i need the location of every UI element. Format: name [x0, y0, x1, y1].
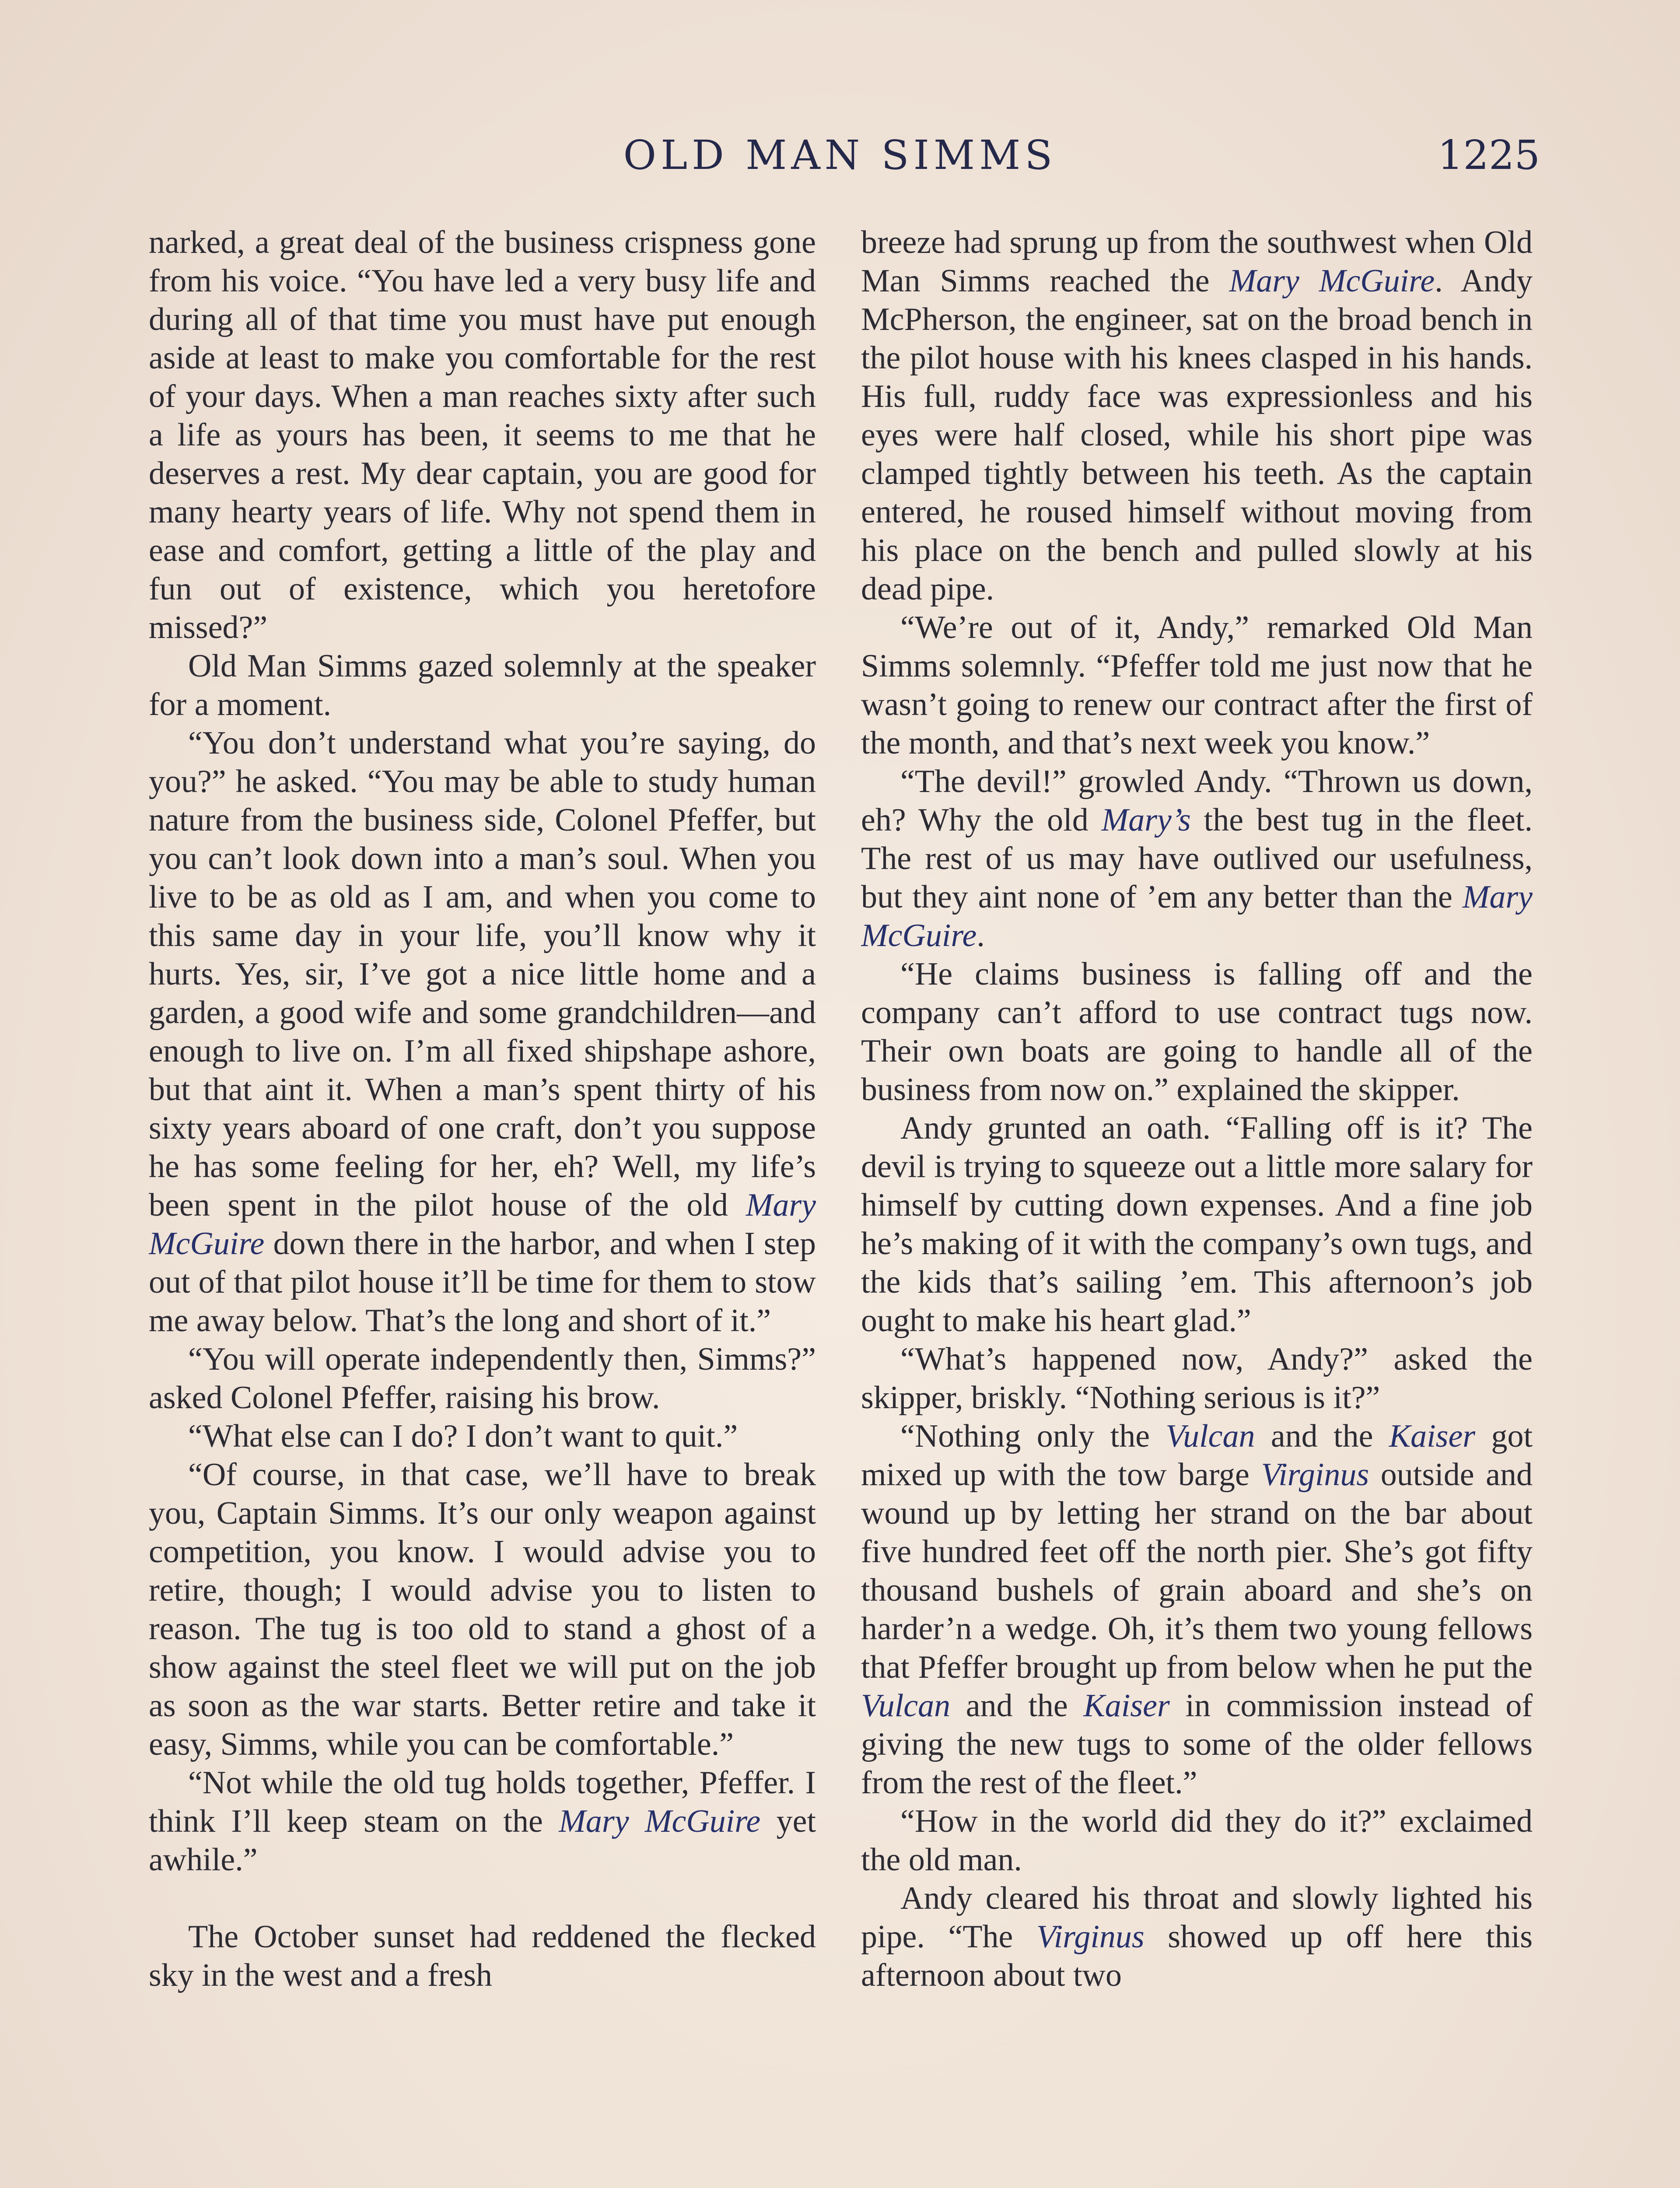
paragraph: Old Man Simms gazed solemnly at the speaker for a moment. [149, 648, 816, 722]
paragraph: “What else can I do? I don’t want to quit.” [188, 1418, 738, 1454]
left-column [149, 223, 816, 2188]
paragraph: “How in the world did they do it?” exclaimed the old man. [861, 1803, 1533, 1878]
paragraph: The October sunset had reddened the flecked sky in the west and a fresh [149, 1919, 816, 1993]
paragraph: “Not while the old tug holds together, Pfeffer. I think I’ll keep steam on the Mary McGuire yet awhile.” [149, 1765, 816, 1878]
paragraph: “The devil!” growled Andy. “Thrown us down, eh? Why the old Mary’s the best tug in the fleet. The rest of us may have outlived our usefulness, but they aint none of ’em any better than the Mary McGuire. [861, 764, 1533, 954]
paragraph: “You don’t understand what you’re saying, do you?” he asked. “You may be able to study human nature from the business side, Colonel Pfeffer, but you can’t look down into a man’s soul. When you live to be as old as I am, and when you come to this same day in your life, you’ll know why it hurts. Yes, sir, I’ve got a nice little home and a garden, a good wife and some grandchildren—and enough to live on. I’m all fixed shipshape ashore, but that aint it. When a man’s spent thirty of his sixty years aboard of one craft, don’t you suppose he has some feeling for her, eh? Well, my life’s been spent in the pilot house of the old Mary McGuire down there in the harbor, and when I step out of that pilot house it’ll be time for them to stow me away below. That’s the long and short of it.” [149, 725, 816, 1339]
paragraph: “We’re out of it, Andy,” remarked Old Man Simms solemnly. “Pfeffer told me just now that he wasn’t going to renew our contract after the first of the month, and that’s next week you know.” [861, 610, 1533, 761]
paragraph: “Nothing only the Vulcan and the Kaiser got mixed up with the tow barge Virginus outside and wound up by letting her strand on the bar about five hundred feet off the north pier. She’s got fifty thousand bushels of grain aboard and she’s on harder’n a wedge. Oh, it’s them two young fellows that Pfeffer brought up from below when he put the Vulcan and the Kaiser in commission instead of giving the new tugs to some of the older fellows from the rest of the fleet.” [861, 1418, 1533, 1801]
paragraph: breeze had sprung up from the southwest when Old Man Simms reached the Mary McGuire. Andy McPherson, the engineer, sat on the broad bench in the pilot house with his knees clasped in his hands. His full, ruddy face was expressionless and his eyes were half closed, while his short pipe was clamped tightly between his teeth. As the captain entered, he roused himself without moving from his place on the bench and pulled slowly at his dead pipe. [861, 224, 1533, 607]
page-title: OLD MAN SIMMS [623, 132, 1057, 179]
right-column [861, 223, 1533, 2188]
paragraph: narked, a great deal of the business crispness gone from his voice. “You have led a very busy life and during all of that time you must have put enough aside at least to make you comfortable for the rest of your days. When a man reaches sixty after such a life as yours has been, it seems to me that he deserves a rest. My dear captain, you are good for many hearty years of life. Why not spend them in ease and comfort, getting a little of the play and fun out of existence, which you heretofore missed?” [149, 224, 816, 645]
running-head [0, 127, 1680, 184]
page-number: 1225 [1437, 132, 1540, 179]
paragraph: Andy grunted an oath. “Falling off is it? The devil is trying to squeeze out a little more salary for himself by cutting down expenses. And a fine job he’s making of it with the company’s own tugs, and the kids that’s sailing ’em. This afternoon’s job ought to make his heart glad.” [861, 1110, 1533, 1339]
paragraph: “Of course, in that case, we’ll have to break you, Captain Simms. It’s our only weapon against competition, you know. I would advise you to retire, though; I would advise you to listen to reason. The tug is too old to stand a ghost of a show against the steel fleet we will put on the job as soon as the war starts. Better retire and take it easy, Simms, while you can be comfortable.” [149, 1457, 816, 1762]
paragraph: “He claims business is falling off and the company can’t afford to use contract tugs now. Their own boats are going to handle all of the business from now on.” explained the skipper. [861, 956, 1533, 1108]
paragraph: “What’s happened now, Andy?” asked the skipper, briskly. “Nothing serious is it?” [861, 1341, 1533, 1416]
paragraph: “You will operate independently then, Simms?” asked Colonel Pfeffer, raising his brow. [149, 1341, 816, 1416]
paragraph: Andy cleared his throat and slowly lighted his pipe. “The Virginus showed up off here this afternoon about two [861, 1880, 1533, 1993]
